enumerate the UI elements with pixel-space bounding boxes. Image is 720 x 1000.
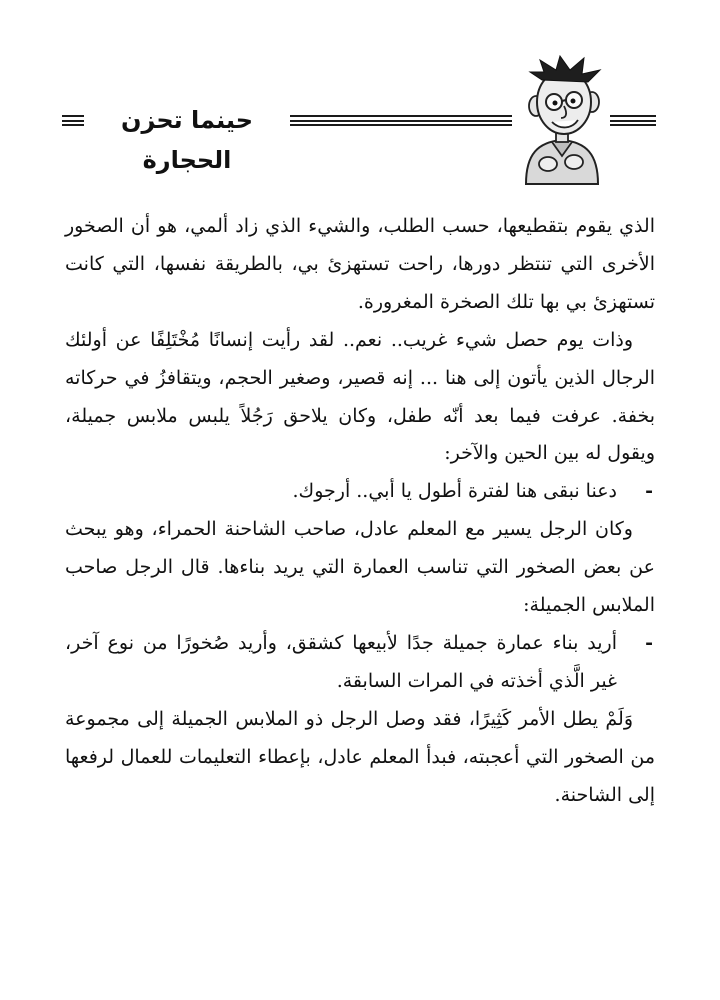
paragraph: الذي يقوم بتقطيعها، حسب الطلب، والشيء الذي زاد ألمي، هو أن الصخور الأخرى التي تنتظر دورها، راحت تستهزئ بي، بالطريقة نفسها، التي كانت تستهزئ بي بها تلك الصخرة المغرورة. (65, 215, 655, 313)
cartoon-character-icon (512, 50, 612, 186)
story-text (65, 208, 655, 815)
dialogue-dash: - (645, 631, 653, 654)
page-header (0, 50, 720, 190)
paragraph: وكان الرجل يسير مع المعلم عادل، صاحب الشاحنة الحمراء، وهو يبحث عن بعض الصخور التي تناسب العمارة التي يريد بناءها. قال الرجل صاحب الملابس الجميلة: (65, 518, 655, 617)
dialogue-text: دعنا نبقى هنا لفترة أطول يا أبي.. أرجوك. (292, 480, 617, 503)
header-rule-left (62, 115, 84, 126)
paragraph: وذات يوم حصل شيء غريب.. نعم.. لقد رأيت إنسانًا مُخْتَلِفًا عن أولئك الرجال الذين يأتون إلى هنا ... إنه قصير، وصغير الحجم، ويتقافزُ في حركاته بخفة. عرفت فيما بعد أنّه طفل، وكان يلاحق رَجُلاً يلبس ملابس جميلة، ويقول له بين الحين والآخر: (65, 328, 655, 465)
dialogue-line (65, 625, 655, 701)
paragraph: وَلَمْ يطل الأمر كَثِيرًا، فقد وصل الرجل ذو الملابس الجميلة إلى مجموعة من الصخور التي أعجبته، فبدأ المعلم عادل، بإعطاء التعليمات للعمال لرفعها إلى الشاحنة. (65, 707, 655, 806)
header-rule-right (610, 115, 656, 126)
page-title: حينما تحزن الحجارة (120, 106, 254, 174)
dialogue-text: أريد بناء عمارة جميلة جدًا لأبيعها كشقق، وأريد صُخورًا من نوع آخر، غير الَّذي أخذته في المرات السابقة. (65, 631, 617, 692)
header-rule-middle (290, 115, 512, 126)
dialogue-dash: - (645, 480, 653, 503)
dialogue-line (65, 473, 655, 511)
